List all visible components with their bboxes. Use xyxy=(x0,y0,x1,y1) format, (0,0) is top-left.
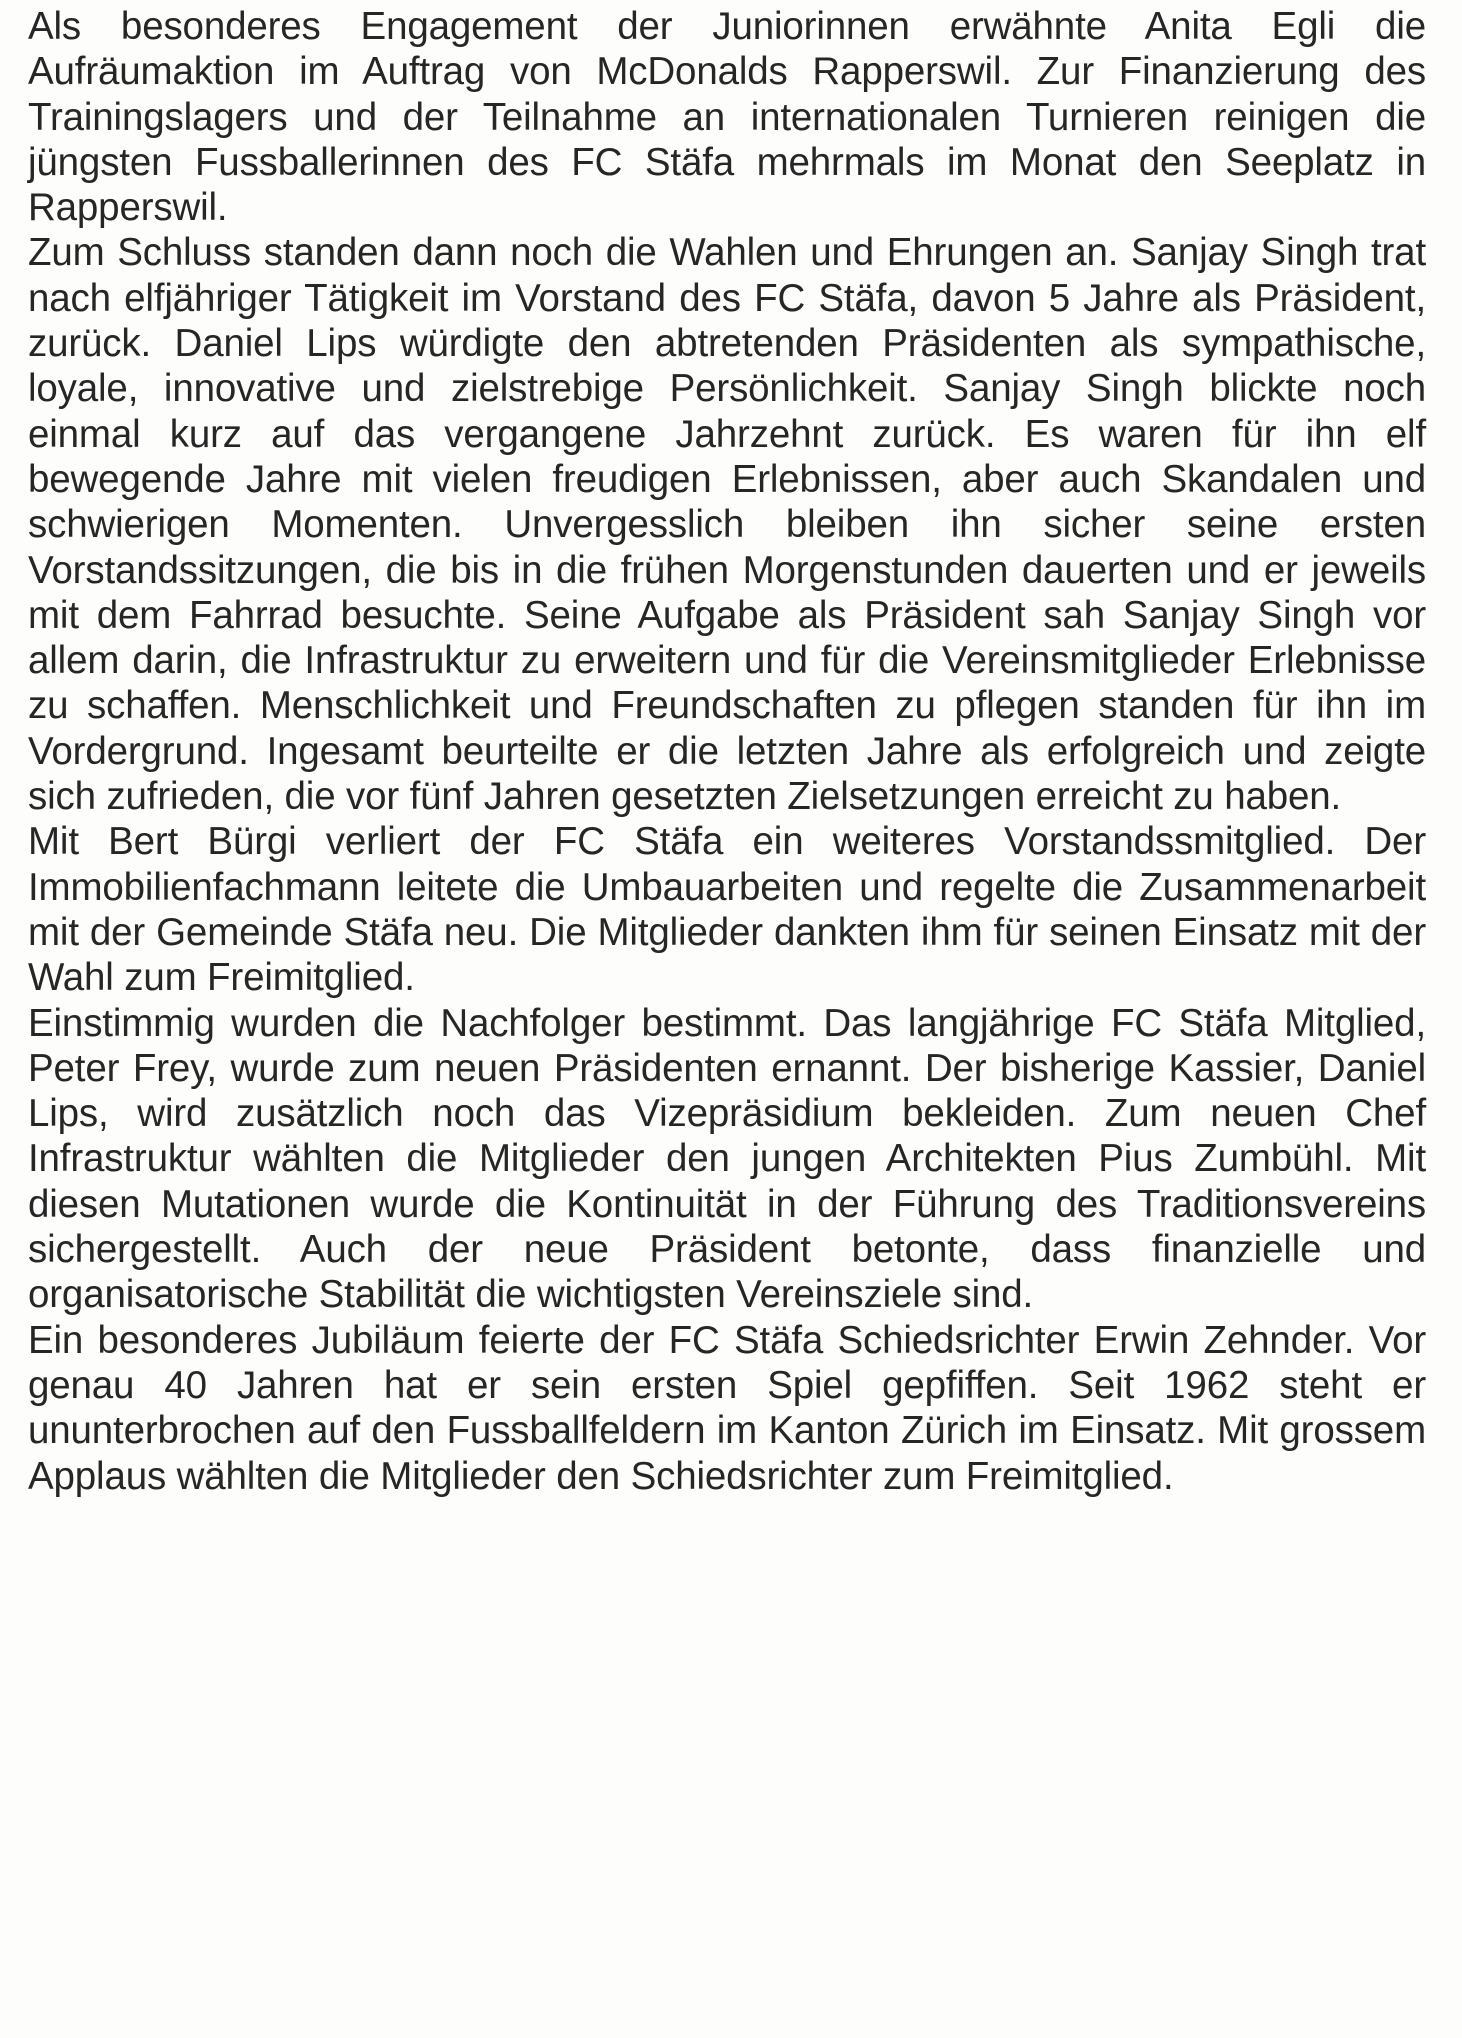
paragraph-board-member-departure: Mit Bert Bürgi verliert der FC Stäfa ein weiteres Vorstandssmitglied. Der Immobilienfachmann leitete die Umbauarbeiten und regelte die Zusammenarbeit mit der Gemeinde Stäfa neu. Die Mitglieder dankten ihm für seinen Einsatz mit der Wahl zum Freimitglied. xyxy=(28,820,1426,1000)
paragraph-referee-jubilee: Ein besonderes Jubiläum feierte der FC Stäfa Schiedsrichter Erwin Zehnder. Vor genau 40 Jahren hat er sein ersten Spiel gepfiffen. Seit 1962 steht er ununterbrochen auf den Fussballfeldern im Kanton Zürich im Einsatz. Mit grossem Applaus wählten die Mitglieder den Schiedsrichter zum Freimitglied. xyxy=(28,1318,1426,1498)
paragraph-junior-engagement: Als besonderes Engagement der Juniorinnen erwähnte Anita Egli die Aufräumaktion im Auftrag von McDonalds Rapperswil. Zur Finanzierung des Trainingslagers und der Teilnahme an internationalen Turnieren reinigen die jüngsten Fussballerinnen des FC Stäfa mehrmals im Monat den Seeplatz in Rapperswil. xyxy=(28,5,1426,230)
paragraph-successor-election: Einstimmig wurden die Nachfolger bestimmt. Das langjährige FC Stäfa Mitglied, Peter Frey, wurde zum neuen Präsidenten ernannt. Der bisherige Kassier, Daniel Lips, wird zusätzlich noch das Vizepräsidium bekleiden. Zum neuen Chef Infrastruktur wählten die Mitglieder den jungen Architekten Pius Zumbühl. Mit diesen Mutationen wurde die Kontinuität in der Führung des Traditionsvereins sichergestellt. Auch der neue Präsident betonte, dass finanzielle und organisatorische Stabilität die wichtigsten Vereinsziele sind. xyxy=(28,1001,1426,1317)
paragraph-president-farewell: Zum Schluss standen dann noch die Wahlen und Ehrungen an. Sanjay Singh trat nach elfjähriger Tätigkeit im Vorstand des FC Stäfa, davon 5 Jahre als Präsident, zurück. Daniel Lips würdigte den abtretenden Präsidenten als sympathische, loyale, innovative und zielstrebige Persönlichkeit. Sanjay Singh blickte noch einmal kurz auf das vergangene Jahrzehnt zurück. Es waren für ihn elf bewegende Jahre mit vielen freudigen Erlebnissen, aber auch Skandalen und schwierigen Momenten. Unvergesslich bleiben ihn sicher seine ersten Vorstandssitzungen, die bis in die frühen Morgenstunden dauerten und er jeweils mit dem Fahrrad besuchte. Seine Aufgabe als Präsident sah Sanjay Singh vor allem darin, die Infrastruktur zu erweitern und für die Vereinsmitglieder Erlebnisse zu schaffen. Menschlichkeit und Freundschaften zu pflegen standen für ihn im Vordergrund. Ingesamt beurteilte er die letzten Jahre als erfolgreich und zeigte sich zufrieden, die vor fünf Jahren gesetzten Zielsetzungen erreicht zu haben. xyxy=(28,231,1426,819)
article-body xyxy=(28,4,1426,1499)
